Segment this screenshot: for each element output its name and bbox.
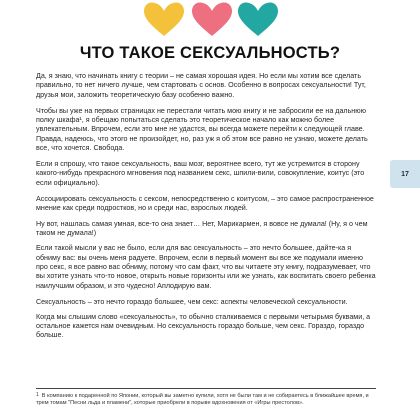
body-text: [36, 72, 376, 347]
teal-heart-icon: [236, 2, 280, 38]
paragraph: Ассоциировать сексуальность с сексом, непосредственно с коитусом, – это самое распространенное мнение как среди подростков, но и среди нас, взрослых людей.: [36, 194, 374, 213]
pink-heart-icon: [190, 2, 234, 38]
paragraph: Чтобы вы уже на первых страницах не перестали читать мою книгу и не забросили ее на дальнюю полку шкафа¹, я обещаю попытаться сделать это теоретическое начало как можно более увлекательным. Впрочем, если это мне не удастся, вы всегда можете перейти к следующей главе. Правда, надеюсь, что этого не произойдет, но, раз уж я об этом все равно не узнаю, можете делать все, что хочется. Свобода.: [36, 106, 368, 153]
page-title: ЧТО ТАКОЕ СЕКСУАЛЬНОСТЬ?: [79, 44, 341, 62]
paragraph: Когда мы слышим слово «сексуальность», то обычно сталкиваемся с первыми четырьмя буквами, а остальное кажется нам очевидным. Но сексуальность гораздо больше, чем секс. Гораздо, гораздо больше.: [36, 312, 371, 340]
footnote: [36, 388, 376, 407]
yellow-heart-icon: [142, 2, 186, 38]
paragraph: Да, я знаю, что начинать книгу с теории – не самая хорошая идея. Но если мы хотим все сделать правильно, то нет ничего лучше, чем стартовать с основ. Особенно в вопросах сексуальности! Тут, друзья мои, заложить теоретическую базу особенно важно.: [36, 72, 366, 99]
hearts-decoration: [0, 2, 420, 38]
page-number-tab: [390, 160, 420, 188]
footnote-text: В компанию к подаренной по Японии, который вы заметно купили, хотя не были там и не собираетесь в ближайшее время, и трем томам "Песни льда и пламени", которые приобрели в порыве вдохновения от «Игры престолов».: [36, 393, 369, 407]
paragraph: Сексуальность – это нечто гораздо большее, чем секс: аспекты человеческой сексуальности.: [36, 297, 348, 306]
paragraph: Если такой мысли у вас не было, если для вас сексуальность – это нечто большее, дайте-ка я обниму вас: вы очень меня радуете. Впрочем, если в первый момент вы все же подумали именно про секс, я все равно вас обниму, потому что сам факт, что вы читаете эту книгу, подразумевает, что вы хотите узнать что-то новое, открыть новые горизонты или же узнать, как воспитать своего ребенка наилучшим образом, и это чудесно! Аплодирую вам.: [36, 244, 376, 290]
paragraph: Если я спрошу, что такое сексуальность, ваш мозг, вероятнее всего, тут же устремится в сторону какого-нибудь прекрасного мгновения под названием секс, шпили-вили, совокупление, коитус (это если официально).: [36, 160, 365, 187]
page-number: 17: [401, 170, 409, 178]
paragraph: Ну вот, нашлась самая умная, все-то она знает… Нет, Марикармен, я вовсе не думала! (Ну, я о чем таком не думала!): [36, 219, 368, 238]
footnote-marker: 1: [36, 392, 39, 398]
